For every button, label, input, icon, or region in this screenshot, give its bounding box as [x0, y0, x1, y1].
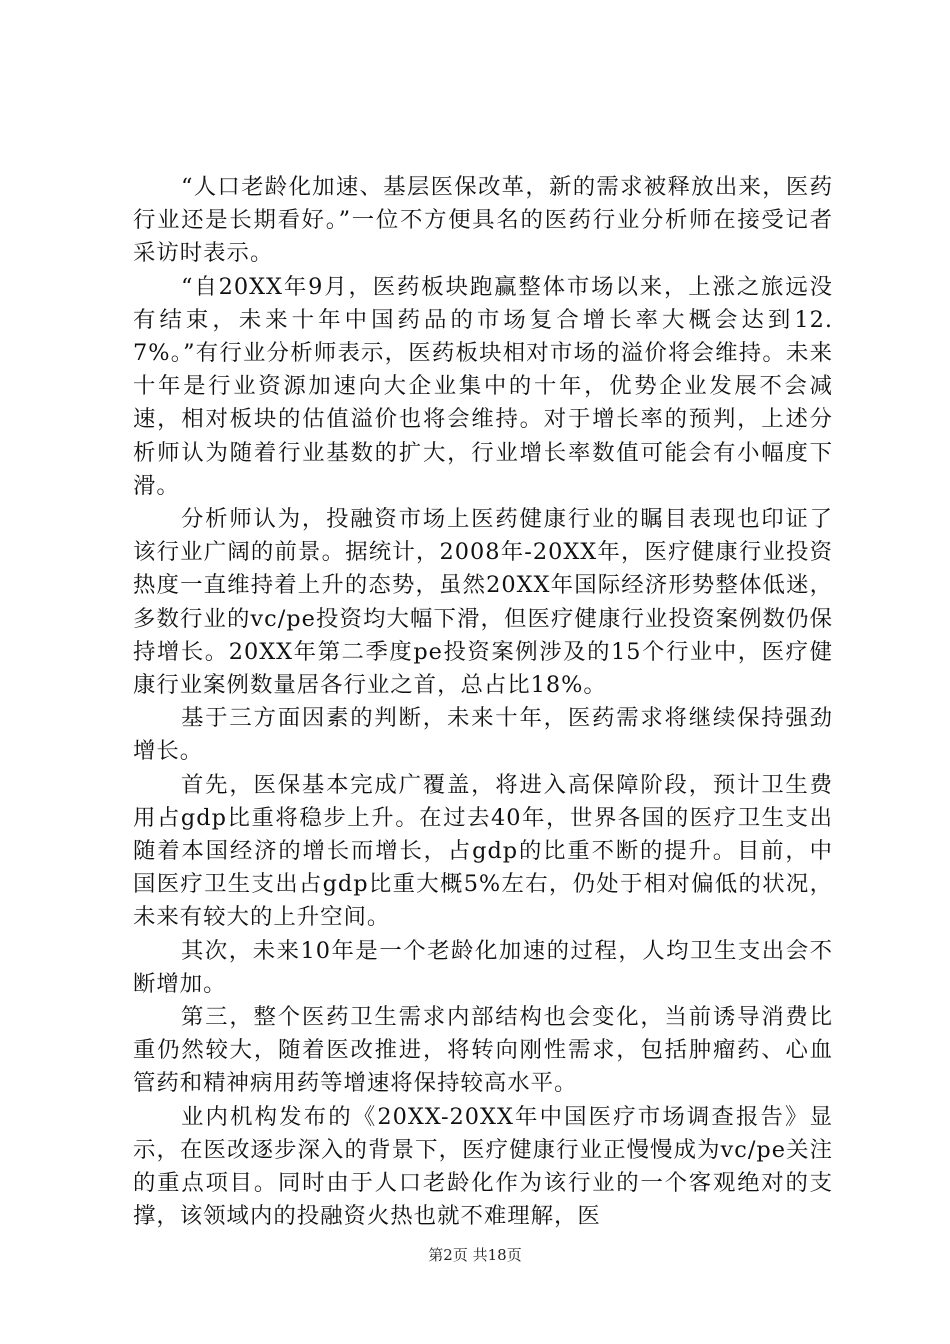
page-number-footer: 第2页 共18页: [428, 1246, 522, 1264]
article-body: [133, 171, 833, 1234]
paragraph-6: 其次，未来10年是一个老龄化加速的过程，人均卫生支出会不断增加。: [133, 937, 833, 997]
paragraph-7: 第三，整个医药卫生需求内部结构也会变化，当前诱导消费比重仍然较大，随着医改推进，将转向刚性需求，包括肿瘤药、心血管药和精神病用药等增速将保持较高水平。: [133, 1004, 833, 1097]
paragraph-1: “人口老龄化加速、基层医保改革，新的需求被释放出来，医药行业还是长期看好。”一位不方便具名的医药行业分析师在接受记者采访时表示。: [133, 174, 833, 267]
paragraph-3: 分析师认为，投融资市场上医药健康行业的瞩目表现也印证了该行业广阔的前景。据统计，2008年-20XX年，医疗健康行业投资热度一直维持着上升的态势，虽然20XX年国际经济形势整体低迷，多数行业的vc/pe投资均大幅下滑，但医疗健康行业投资案例数仍保持增长。20XX年第二季度pe投资案例涉及的15个行业中，医疗健康行业案例数量居各行业之首，总占比18%。: [133, 506, 833, 699]
paragraph-2: “自20XX年9月，医药板块跑赢整体市场以来，上涨之旅远没有结束，未来十年中国药品的市场复合增长率大概会达到12.7%。”有行业分析师表示，医药板块相对市场的溢价将会维持。未来十年是行业资源加速向大企业集中的十年，优势企业发展不会减速，相对板块的估值溢价也将会维持。对于增长率的预判，上述分析师认为随着行业基数的扩大，行业增长率数值可能会有小幅度下滑。: [133, 273, 833, 499]
paragraph-4: 基于三方面因素的判断，未来十年，医药需求将继续保持强劲增长。: [133, 705, 833, 765]
paragraph-5: 首先，医保基本完成广覆盖，将进入高保障阶段，预计卫生费用占gdp比重将稳步上升。在过去40年，世界各国的医疗卫生支出随着本国经济的增长而增长，占gdp的比重不断的提升。目前，中国医疗卫生支出占gdp比重大概5%左右，仍处于相对偏低的状况，未来有较大的上升空间。: [133, 771, 833, 931]
paragraph-8: 业内机构发布的《20XX-20XX年中国医疗市场调查报告》显示，在医改逐步深入的背景下，医疗健康行业正慢慢成为vc/pe关注的重点项目。同时由于人口老龄化作为该行业的一个客观绝对的支撑，该领域内的投融资火热也就不难理解，医: [133, 1103, 833, 1230]
